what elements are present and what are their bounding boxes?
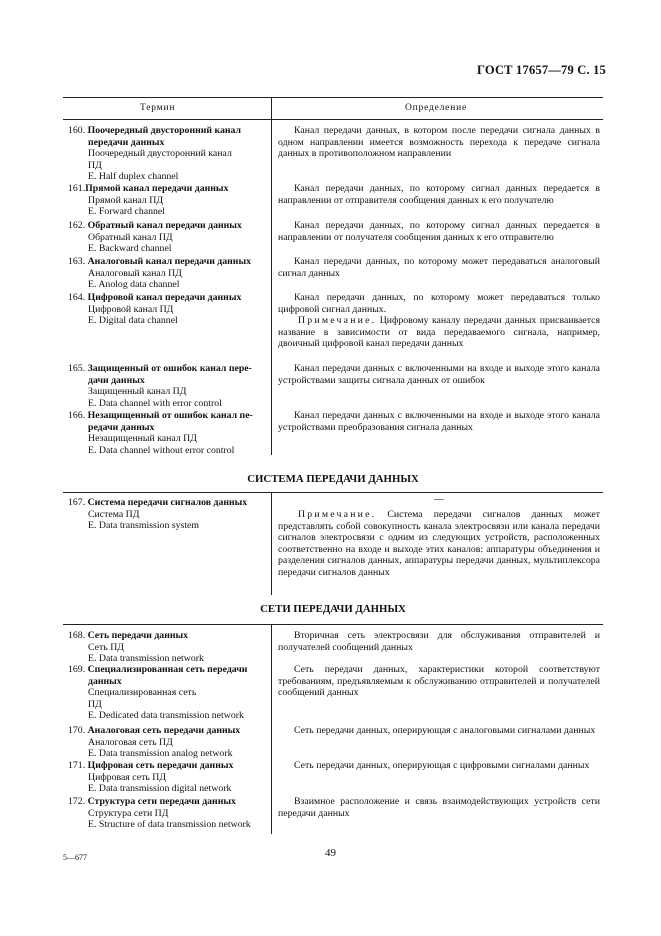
footer-code: 5—677: [63, 853, 87, 862]
term-column-header: Термин: [140, 103, 176, 113]
definition-entry: Канал передачи данных, по которому сигнал данных передается в направлении от получателя сообщения данных к его отправителю: [278, 220, 600, 243]
definition-entry: Канал передачи данных, в котором после передачи сигнала данных в одном направлении имеется возможность перехода к передаче сигнала данных в противоположном направлении: [278, 125, 600, 160]
definition-entry: Канал передачи данных, по которому может передаваться только цифровой сигнал данных. Примечание. Цифровому каналу передачи данных присваивается название в зависимости от вида передаваемого сигнала, например, двоичный цифровой канал передачи данных: [278, 292, 600, 350]
term-entry: 161.Прямой канал передачи данных Прямой канал ПД E. Forward channel: [68, 183, 229, 218]
definition-column-header: Определение: [405, 103, 467, 113]
header-divider: [271, 97, 272, 119]
section-title: СЕТИ ПЕРЕДАЧИ ДАННЫХ: [260, 603, 406, 615]
definition-dash: —: [434, 494, 444, 505]
definition-entry: Сеть передачи данных, оперирующая с аналоговыми сигналами данных: [294, 725, 596, 736]
table-top-rule: [63, 97, 603, 98]
table-header-rule: [63, 119, 603, 120]
term-entry: 166. Незащищенный от ошибок канал пе- редачи данных Незащищенный канал ПД E. Data channel without error control: [68, 410, 253, 456]
section-rule: [63, 492, 603, 493]
column-divider: [271, 492, 272, 595]
section-rule: [63, 624, 603, 625]
term-entry: 160. Поочередный двусторонний канал передачи данных Поочередный двусторонний канал ПД E. Half duplex channel: [68, 125, 241, 183]
definition-entry: Канал передачи данных с включенными на входе и выходе этого канала устройствами преобразования сигнала данных: [278, 410, 600, 433]
term-entry: 170. Аналоговая сеть передачи данных Аналоговая сеть ПД E. Data transmission analog network: [68, 725, 241, 760]
definition-entry: Примечание. Система передачи сигналов данных может представлять собой совокупность канала электросвязи или канала передачи сигналов электросвязи с одним из следующих устройств, расположенных соответственно на входе и выходе этих каналов: аппаратуры объединения и разделения сигналов данных, аппаратуры передачи данных, мультиплексора передачи сигналов данных: [278, 509, 600, 578]
column-divider: [271, 119, 272, 455]
definition-entry: Сеть передачи данных, оперирующая с цифровыми сигналами данных: [294, 760, 590, 771]
definition-entry: Сеть передачи данных, характеристики которой соответствуют требованиям, предъявляемым к обслуживанию отправителей и получателей сообщений данных: [278, 664, 600, 699]
section-title: СИСТЕМА ПЕРЕДАЧИ ДАННЫХ: [247, 473, 419, 485]
note-label: Примечание.: [298, 509, 377, 520]
definition-entry: Вторичная сеть электросвязи для обслуживания отправителей и получателей сообщений данных: [278, 630, 600, 653]
term-entry: 171. Цифровая сеть передачи данных Цифровая сеть ПД E. Data transmission digital network: [68, 760, 234, 795]
note-label: Примечание.: [298, 315, 377, 327]
definition-entry: Канал передачи данных с включенными на входе и выходе этого канала устройствами защиты сигнала данных от ошибок: [278, 363, 600, 386]
term-entry: 172. Структура сети передачи данных Структура сети ПД E. Structure of data transmission network: [68, 796, 251, 831]
definition-entry: Канал передачи данных, по которому может передаваться аналоговый сигнал данных: [278, 256, 600, 279]
term-entry: 168. Сеть передачи данных Сеть ПД E. Data transmission network: [68, 630, 204, 665]
definition-entry: Взаимное расположение и связь взаимодействующих устройств сети передачи данных: [278, 796, 600, 819]
page-header: ГОСТ 17657—79 С. 15: [477, 63, 606, 77]
term-entry: 169. Специализированная сеть передачи данных Специализированная сеть ПД E. Dedicated data transmission network: [68, 664, 248, 722]
definition-entry: Канал передачи данных, по которому сигнал данных передается в направлении от отправителя сообщения данных к его получателю: [278, 183, 600, 206]
term-entry: 162. Обратный канал передачи данных Обратный канал ПД E. Backward channel: [68, 220, 242, 255]
term-entry: 165. Защищенный от ошибок канал пере- дачи данных Защищенный канал ПД E. Data channel with error control: [68, 363, 252, 409]
column-divider: [271, 624, 272, 834]
term-entry: 164. Цифровой канал передачи данных Цифровой канал ПД E. Digital data channel: [68, 292, 242, 327]
page-number: 49: [325, 847, 336, 859]
term-entry: 167. Система передачи сигналов данных Система ПД E. Data transmission system: [68, 497, 248, 532]
term-entry: 163. Аналоговый канал передачи данных Аналоговый канал ПД E. Anolog data channel: [68, 256, 252, 291]
